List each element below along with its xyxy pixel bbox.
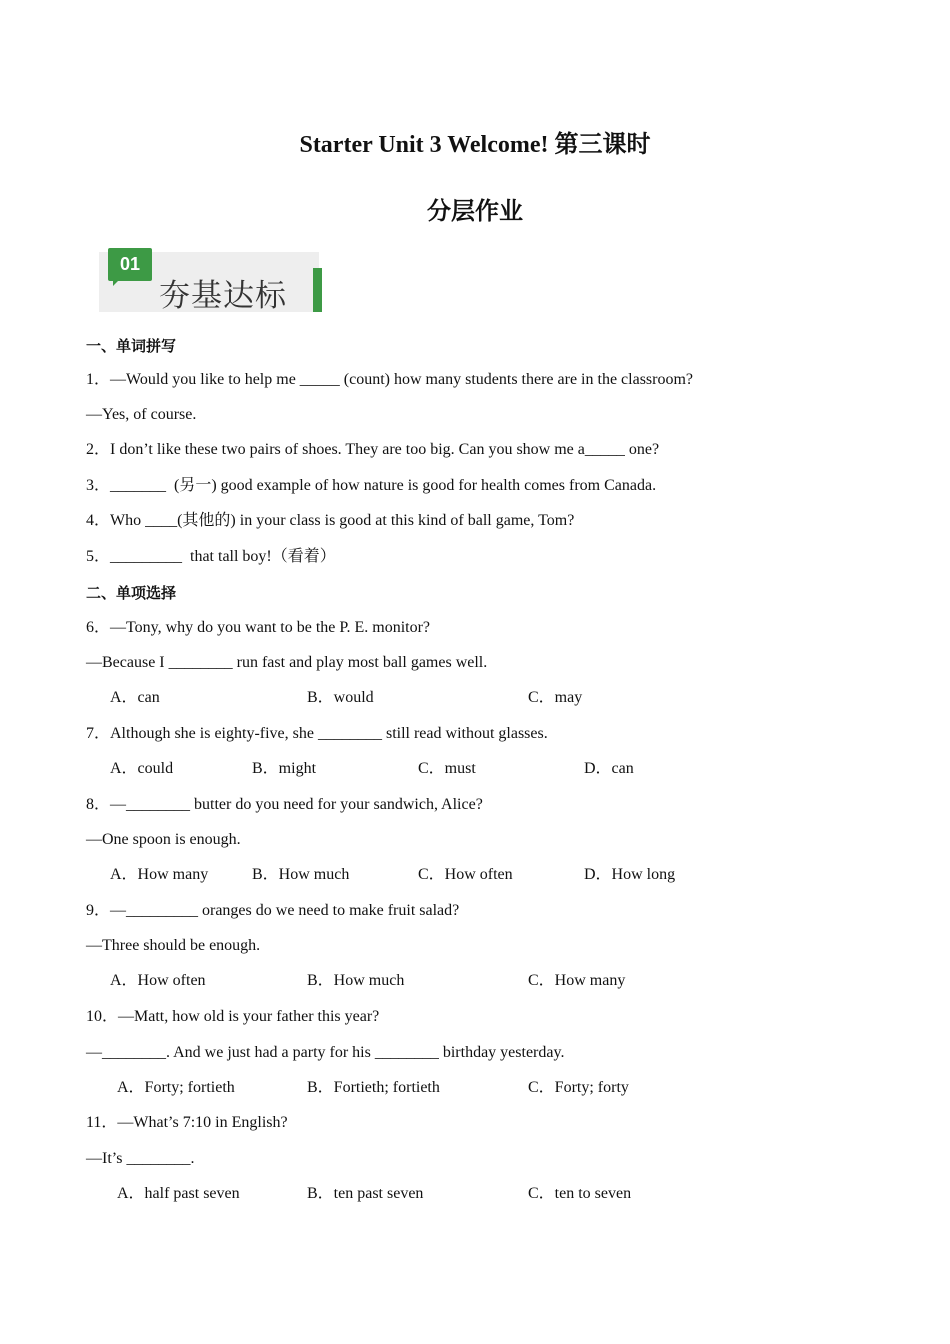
badge-number: 01	[108, 248, 152, 281]
question-1: 1．—Would you like to help me _____ (count) how many students there are in the classroom?	[86, 371, 694, 388]
question-2: 2．I don’t like these two pairs of shoes. They are too big. Can you show me a_____ one?	[86, 441, 660, 458]
question-7-option-b: B．might	[252, 760, 317, 777]
question-7: 7．Although she is eighty-five, she ________ still read without glasses.	[86, 725, 548, 742]
question-7-option-d: D．can	[584, 760, 634, 777]
question-6-option-c: C．may	[528, 689, 583, 706]
question-11: 11．—What’s 7:10 in English?	[86, 1114, 288, 1131]
question-7-option-a: A．could	[110, 760, 174, 777]
question-6-response: —Because I ________ run fast and play most ball games well.	[86, 654, 488, 671]
question-7-option-c: C．must	[418, 760, 476, 777]
question-11-response: —It’s ________.	[86, 1150, 195, 1167]
question-8-option-c: C．How often	[418, 866, 513, 883]
question-10-option-c: C．Forty; forty	[528, 1079, 629, 1096]
question-3: 3．_______ (另一) good example of how nature is good for health comes from Canada.	[86, 477, 657, 494]
document-subtitle: 分层作业	[427, 199, 523, 225]
badge-accent-bar	[313, 268, 322, 312]
question-10-option-b: B．Fortieth; fortieth	[307, 1079, 440, 1096]
question-6: 6．—Tony, why do you want to be the P. E. monitor?	[86, 619, 431, 636]
question-9: 9．—_________ oranges do we need to make fruit salad?	[86, 902, 460, 919]
question-10: 10．—Matt, how old is your father this year?	[86, 1008, 380, 1025]
question-6-option-a: A．can	[110, 689, 160, 706]
question-8-option-b: B．How much	[252, 866, 350, 883]
badge-title: 夯基达标	[159, 278, 287, 314]
section-badge	[99, 246, 324, 314]
question-9-response: —Three should be enough.	[86, 937, 261, 954]
question-11-option-b: B．ten past seven	[307, 1185, 424, 1202]
section-heading-choice: 二、单项选择	[86, 584, 177, 602]
question-8-option-d: D．How long	[584, 866, 676, 883]
section-heading-spelling: 一、单词拼写	[86, 337, 177, 355]
question-11-option-c: C．ten to seven	[528, 1185, 632, 1202]
question-5: 5．_________ that tall boy!（看着）	[86, 548, 336, 565]
question-1-response: —Yes, of course.	[86, 406, 197, 423]
question-10-option-a: A．Forty; fortieth	[117, 1079, 235, 1096]
question-11-option-a: A．half past seven	[117, 1185, 240, 1202]
question-9-option-a: A．How often	[110, 972, 206, 989]
question-6-option-b: B．would	[307, 689, 374, 706]
question-8: 8．—________ butter do you need for your sandwich, Alice?	[86, 796, 483, 813]
question-8-option-a: A．How many	[110, 866, 209, 883]
question-10-response: —________. And we just had a party for his ________ birthday yesterday.	[86, 1044, 565, 1061]
question-8-response: —One spoon is enough.	[86, 831, 241, 848]
question-4: 4．Who ____(其他的) in your class is good at this kind of ball game, Tom?	[86, 512, 575, 529]
question-9-option-b: B．How much	[307, 972, 405, 989]
badge-speech-tail	[113, 279, 120, 286]
document-title: Starter Unit 3 Welcome! 第三课时	[299, 132, 651, 158]
question-9-option-c: C．How many	[528, 972, 626, 989]
